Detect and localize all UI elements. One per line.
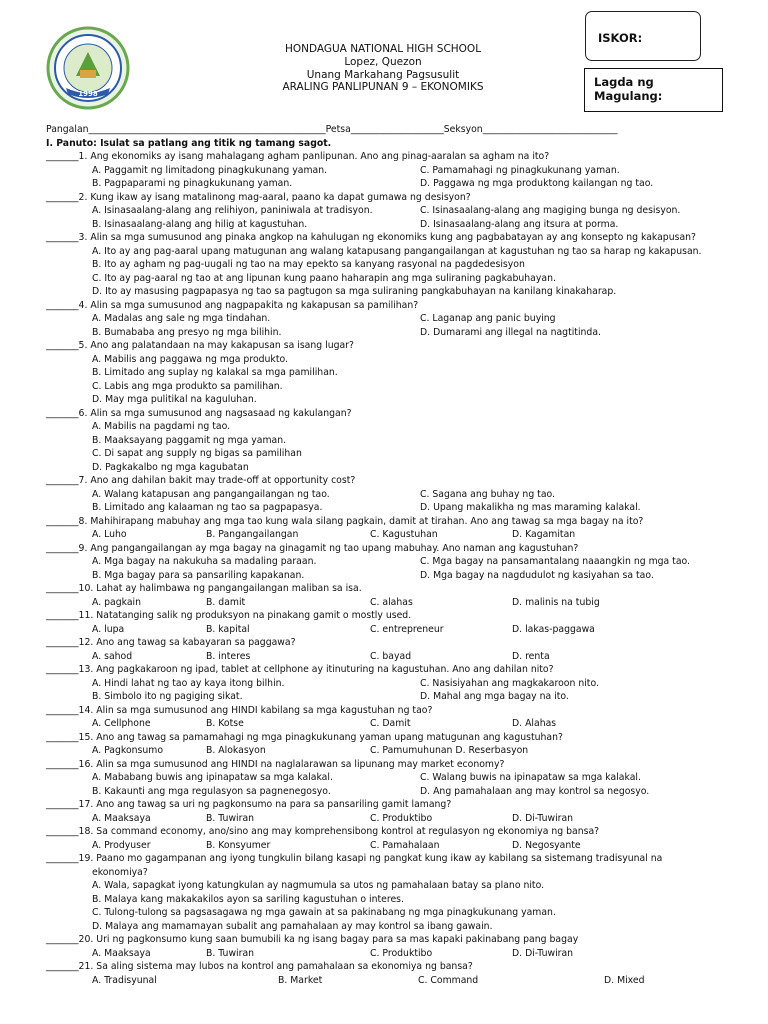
- question-text: 18. Sa command economy, ano/sino ang may komprehensibong kontrol at regulasyon ng ekonomiya ng bansa?: [78, 826, 600, 837]
- question-text: 13. Ang pagkakaroon ng ipad, tablet at cellphone ay itinuturing na kagustuhan. Ano ang dahilan nito?: [78, 664, 554, 675]
- answer-option: D. lakas-paggawa: [512, 623, 595, 635]
- options-row: [46, 528, 736, 542]
- answer-option: A. Ito ay ang pag-aaral upang matugunan ang walang katapusang pangangailangan at kagustuhan ng tao sa harap ng kakapusan.: [92, 245, 702, 257]
- question-text: 15. Ano ang tawag sa pamamahagi ng mga pinagkukunang yaman upang matugunan ang kagustuhan?: [78, 731, 563, 743]
- answer-blank[interactable]: _______: [46, 191, 79, 203]
- question-text: 5. Ano ang palatandaan na may kakapusan sa isang lugar?: [78, 340, 354, 351]
- answer-blank[interactable]: _______: [46, 610, 79, 621]
- answer-option: B. Kotse: [206, 718, 244, 729]
- answer-option: D. Ito ay masusing pagpapasya ng tao sa pagtugon sa mga suliraning pangkabuhayan na kanilang kinakaharap.: [92, 286, 617, 297]
- answer-option: B. damit: [206, 596, 246, 608]
- answer-option: B. Pangangailangan: [206, 529, 299, 540]
- question-item: [46, 515, 736, 542]
- question-item: [46, 542, 736, 583]
- question-item: [46, 299, 736, 340]
- options-row: [46, 164, 736, 178]
- school-name: HONDAGUA NATIONAL HIGH SCHOOL: [284, 43, 482, 55]
- answer-option: A. Maaksaya: [92, 947, 151, 959]
- question-text: 1. Ang ekonomiks ay isang mahalagang agham panlipunan. Ano ang pinag-aaralan sa agham na ito?: [78, 151, 550, 162]
- answer-blank[interactable]: _______: [46, 583, 79, 594]
- answer-option: A. Tradisyunal: [92, 974, 157, 986]
- question-item: [46, 150, 736, 191]
- answer-option: A. Pagkonsumo: [92, 745, 164, 756]
- answer-option: B. Mga bagay para sa pansariling kapakanan.: [92, 569, 305, 581]
- question-line: [46, 704, 736, 718]
- score-label: ISKOR:: [598, 31, 643, 45]
- options-row: [46, 177, 736, 191]
- answer-option: D. May mga pulitikal na kaguluhan.: [92, 394, 257, 405]
- answer-option: A. Mabilis na pagdami ng tao.: [92, 421, 231, 432]
- answer-option: C. Walang buwis na ipinapataw sa mga kalakal.: [420, 772, 641, 783]
- answer-option: D. Pagkakalbo ng mga kagubatan: [92, 461, 249, 473]
- answer-option: A. Madalas ang sale ng mga tindahan.: [92, 313, 271, 324]
- answer-blank[interactable]: _______: [46, 799, 79, 810]
- options-row: [46, 569, 736, 583]
- answer-option: B. Kakaunti ang mga regulasyon sa pagnenegosyo.: [92, 785, 331, 797]
- question-line: [46, 231, 736, 245]
- answer-option: A. Cellphone: [92, 718, 151, 729]
- question-text: 8. Mahihirapang mabuhay ang mga tao kung wala silang pagkain, damit at tirahan. Ano ang tawag sa mga bagay na ito?: [78, 515, 644, 527]
- answer-option: B. Limitado ang kalaaman ng tao sa pagpapasya.: [92, 502, 323, 513]
- answer-option: A. sahod: [92, 650, 133, 662]
- answer-option: A. Mabilis ang paggawa ng mga produkto.: [92, 353, 288, 365]
- question-text: 9. Ang pangangailangan ay mga bagay na ginagamit ng tao upang mabuhay. Ano naman ang kagustuhan?: [78, 542, 579, 554]
- answer-blank[interactable]: _______: [46, 664, 79, 675]
- answer-option: D. Paggawa ng mga produktong kailangan ng tao.: [420, 178, 654, 189]
- answer-option: C. Di sapat ang supply ng bigas sa pamilihan: [92, 448, 302, 459]
- options-row: [46, 677, 736, 691]
- answer-blank[interactable]: _______: [46, 853, 79, 864]
- answer-option: C. bayad: [370, 650, 412, 662]
- question-line: [46, 609, 736, 623]
- answer-blank[interactable]: _______: [46, 934, 79, 945]
- options-row: [46, 488, 736, 502]
- school-header: [200, 43, 566, 94]
- question-line: [46, 474, 736, 488]
- question-line: [46, 150, 736, 164]
- question-item: [46, 191, 736, 232]
- answer-option: C. alahas: [370, 596, 413, 608]
- question-line: [46, 636, 736, 650]
- exam-content: [46, 123, 736, 987]
- question-item: [46, 339, 736, 407]
- question-text: 2. Kung ikaw ay isang matalinong mag-aaral, paano ka dapat gumawa ng desisyon?: [78, 191, 471, 203]
- answer-option: D. renta: [512, 650, 550, 662]
- answer-blank[interactable]: _______: [46, 637, 79, 648]
- question-text: 19. Paano mo gagampanan ang iyong tungkulin bilang kasapi ng pangkat kung ikaw ay kabilang sa sistemang tradisyunal na: [78, 853, 663, 864]
- answer-option: C. Nasisiyahan ang magkakaroon nito.: [420, 677, 599, 689]
- question-text: 12. Ano ang tawag sa kabayaran sa paggawa?: [78, 637, 296, 648]
- answer-blank[interactable]: _______: [46, 475, 79, 486]
- question-line: [46, 663, 736, 677]
- options-row: [46, 596, 736, 610]
- options-row: [46, 947, 736, 961]
- answer-option: B. kapital: [206, 623, 250, 635]
- answer-option: A. Mga bagay na nakukuha sa madaling paraan.: [92, 556, 317, 567]
- answer-option: D. Upang makalikha ng mas maraming kalakal.: [420, 502, 641, 513]
- score-box: [585, 11, 701, 61]
- question-line: [46, 731, 736, 745]
- question-item: [46, 231, 736, 299]
- answer-option: D. Di-Tuwiran: [512, 947, 574, 959]
- answer-option: A. Luho: [92, 529, 127, 540]
- answer-blank[interactable]: _______: [46, 407, 79, 419]
- answer-option: A. pagkain: [92, 596, 141, 608]
- options-row: [46, 312, 736, 326]
- options-row: [46, 204, 736, 218]
- question-line: [46, 582, 736, 596]
- question-item: [46, 825, 736, 852]
- answer-blank[interactable]: _______: [46, 826, 79, 837]
- answer-blank[interactable]: _______: [46, 758, 79, 770]
- answer-blank[interactable]: _______: [46, 961, 79, 972]
- answer-option: A. Hindi lahat ng tao ay kaya itong bilhin.: [92, 677, 285, 689]
- question-line: [46, 191, 736, 205]
- answer-option: C. Laganap ang panic buying: [420, 313, 556, 324]
- question-line: [46, 798, 736, 812]
- question-text: 7. Ano ang dahilan bakit may trade-off at opportunity cost?: [78, 475, 356, 486]
- question-line: [46, 542, 736, 556]
- question-text: 14. Alin sa mga sumusunod ang HINDI kabilang sa mga kagustuhan ng tao?: [78, 704, 433, 716]
- answer-option: A. Maaksaya: [92, 812, 151, 824]
- question-text-continued: ekonomiya?: [92, 866, 148, 878]
- answer-option: D. Alahas: [512, 718, 557, 729]
- answer-option: B. Pagpaparami ng pinagkukunang yaman.: [92, 178, 293, 189]
- question-text: 10. Lahat ay halimbawa ng pangangailangan maliban sa isa.: [78, 583, 362, 594]
- student-info-line: Pangalan___________________________________________________Petsa____________________Seksyon_____________________________: [46, 124, 618, 135]
- options-row: [46, 717, 736, 731]
- answer-option: D. malinis na tubig: [512, 596, 600, 608]
- options-row: [46, 650, 736, 664]
- answer-option: B. Alokasyon: [206, 745, 266, 756]
- answer-option: B. Simbolo ito ng pagiging sikat.: [92, 691, 243, 702]
- question-text: 3. Alin sa mga sumusunod ang pinaka angkop na kahulugan ng ekonomiks kung ang pagbabatayan ay ang konsepto ng kakapusan?: [78, 232, 696, 243]
- options-row: [46, 785, 736, 799]
- answer-option: A. Walang katapusan ang pangangailangan ng tao.: [92, 488, 330, 500]
- question-text: 17. Ano ang tawag sa uri ng pagkonsumo na para sa pansariling gamit lamang?: [78, 799, 452, 810]
- options-row: [46, 555, 736, 569]
- answer-option: A. Isinasaalang-alang ang relihiyon, paniniwala at tradisyon.: [92, 205, 373, 216]
- answer-option: C. Labis ang mga produkto sa pamilihan.: [92, 380, 283, 392]
- answer-option: A. Wala, sapagkat iyong katungkulan ay nagmumula sa utos ng pamahalaan batay sa plano nito.: [92, 880, 545, 891]
- answer-option: B. Tuwiran: [206, 812, 255, 824]
- answer-option: C. Ito ay pag-aaral ng tao at ang lipunan kung paano haharapin ang mga suliraning pagkabuhayan.: [92, 272, 556, 284]
- answer-option: B. Limitado ang suplay ng kalakal sa mga pamilihan.: [92, 367, 338, 378]
- question-text: 4. Alin sa mga sumusunod ang nagpapakita ng kakapusan sa pamilihan?: [78, 299, 419, 311]
- school-seal-logo: [46, 26, 130, 110]
- question-item: [46, 663, 736, 704]
- answer-option: B. Isinasaalang-alang ang hilig at kagustuhan.: [92, 218, 308, 230]
- question-text: 21. Sa aling sistema may lubos na kontrol ang pamahalaan sa ekonomiya ng bansa?: [78, 961, 473, 972]
- school-location: Lopez, Quezon: [344, 55, 422, 68]
- answer-option: D. Kagamitan: [512, 529, 576, 540]
- answer-option: B. Bumababa ang presyo ng mga bilihin.: [92, 326, 282, 338]
- options-row: [46, 974, 736, 988]
- options-row: [46, 501, 736, 515]
- question-text: 16. Alin sa mga sumusunod ang HINDI na naglalarawan sa lipunang may market economy?: [78, 758, 505, 770]
- answer-option: C. Isinasaalang-alang ang magiging bunga ng desisyon.: [420, 205, 681, 216]
- question-list: [46, 150, 736, 987]
- question-item: [46, 933, 736, 960]
- question-line: [46, 933, 736, 947]
- answer-blank[interactable]: _______: [46, 299, 79, 311]
- question-text: 11. Natatanging salik ng produksyon na pinakang gamit o mostly used.: [78, 610, 412, 621]
- question-item: [46, 704, 736, 731]
- answer-option: B. Malaya kang makakakilos ayon sa sariling kagustuhan o interes.: [92, 893, 404, 905]
- answer-option: B. Konsyumer: [206, 839, 271, 851]
- question-item: [46, 582, 736, 609]
- exam-title: Unang Markahang Pagsusulit: [306, 68, 460, 81]
- answer-blank[interactable]: _______: [46, 151, 79, 162]
- answer-option: C. Damit: [370, 718, 411, 729]
- question-item: [46, 731, 736, 758]
- answer-option: A. Prodyuser: [92, 839, 151, 851]
- answer-option: D. Malaya ang mamamayan subalit ang pamahalaan ay may kontrol sa ibang gawain.: [92, 920, 493, 932]
- answer-option: D. Isinasaalang-alang ang itsura at porma.: [420, 218, 619, 230]
- answer-blank[interactable]: _______: [46, 232, 79, 243]
- options-row: [46, 690, 736, 704]
- options-row: [46, 744, 736, 758]
- answer-option: B. Market: [278, 974, 323, 986]
- answer-option: C. Kagustuhan: [370, 529, 438, 540]
- question-line: [46, 299, 736, 313]
- instructions: I. Panuto: Isulat sa patlang ang titik ng tamang sagot.: [46, 137, 332, 149]
- answer-option: B. interes: [206, 650, 251, 662]
- answer-blank[interactable]: _______: [46, 704, 79, 716]
- question-line: [46, 825, 736, 839]
- answer-option: A. Mababang buwis ang ipinapataw sa mga kalakal.: [92, 772, 333, 783]
- subject-title: ARALING PANLIPUNAN 9 – EKONOMIKS: [282, 81, 484, 94]
- answer-option: A. Paggamit ng limitadong pinagkukunang yaman.: [92, 164, 328, 176]
- answer-blank[interactable]: _______: [46, 542, 79, 554]
- answer-option: D. Mixed: [604, 974, 645, 986]
- answer-option: C. Tulong-tulong sa pagsasagawa ng mga gawain at sa pakinabang ng mga pinagkukunang yaman.: [92, 907, 556, 918]
- answer-option: B. Ito ay agham ng pag-uugali ng tao na may epekto sa kanyang rasyonal na pagdedesisyon: [92, 259, 525, 270]
- question-text: 6. Alin sa mga sumusunod ang nagsasaad ng kakulangan?: [78, 407, 352, 419]
- answer-option: B. Maaksayang paggamit ng mga yaman.: [92, 434, 287, 446]
- options-row: [46, 839, 736, 853]
- question-item: [46, 798, 736, 825]
- signature-label: Lagda ng Magulang:: [594, 75, 663, 103]
- answer-option: C. Produktibo: [370, 812, 433, 824]
- answer-option: D. Dumarami ang illegal na nagtitinda.: [420, 326, 601, 338]
- question-line: [46, 852, 736, 866]
- seal-year: 1998: [78, 90, 98, 98]
- answer-option: C. Mga bagay na pansamantalang naaangkin ng mga tao.: [420, 556, 690, 567]
- answer-option: A. lupa: [92, 623, 125, 635]
- options-row: [46, 812, 736, 826]
- answer-option: D. Mahal ang mga bagay na ito.: [420, 691, 569, 702]
- question-item: [46, 474, 736, 515]
- question-line: [46, 758, 736, 772]
- answer-option: D. Ang pamahalaan ang may kontrol sa negosyo.: [420, 785, 650, 797]
- answer-blank[interactable]: _______: [46, 515, 79, 527]
- question-item: [46, 636, 736, 663]
- question-line: [46, 407, 736, 421]
- question-item: [46, 758, 736, 799]
- answer-option: C. Sagana ang buhay ng tao.: [420, 488, 555, 500]
- answer-option: C. Pamamahagi ng pinagkukunang yaman.: [420, 164, 620, 176]
- answer-option: D. Negosyante: [512, 839, 581, 851]
- answer-option: C. Command: [418, 974, 479, 986]
- options-row: [46, 218, 736, 232]
- question-item: [46, 407, 736, 475]
- question-text: 20. Uri ng pagkonsumo kung saan bumubili ka ng isang bagay para sa mas kapaki pakinabang pang bagay: [78, 934, 579, 945]
- options-row: [46, 623, 736, 637]
- question-item: [46, 960, 736, 987]
- answer-option: C. Pamumuhunan D. Reserbasyon: [370, 745, 529, 756]
- parent-signature-box: [584, 68, 723, 112]
- answer-option: C. entrepreneur: [370, 623, 444, 635]
- question-line: [46, 960, 736, 974]
- answer-blank[interactable]: _______: [46, 731, 79, 743]
- question-line: [46, 339, 736, 353]
- question-item: [46, 852, 736, 933]
- options-row: [46, 771, 736, 785]
- answer-option: D. Mga bagay na nagdudulot ng kasiyahan sa tao.: [420, 569, 654, 581]
- answer-option: C. Pamahalaan: [370, 839, 440, 851]
- options-row: [46, 326, 736, 340]
- question-item: [46, 609, 736, 636]
- answer-option: B. Tuwiran: [206, 947, 255, 959]
- answer-option: C. Produktibo: [370, 947, 433, 959]
- answer-option: D. Di-Tuwiran: [512, 812, 574, 824]
- answer-blank[interactable]: _______: [46, 340, 79, 351]
- question-line: [46, 515, 736, 529]
